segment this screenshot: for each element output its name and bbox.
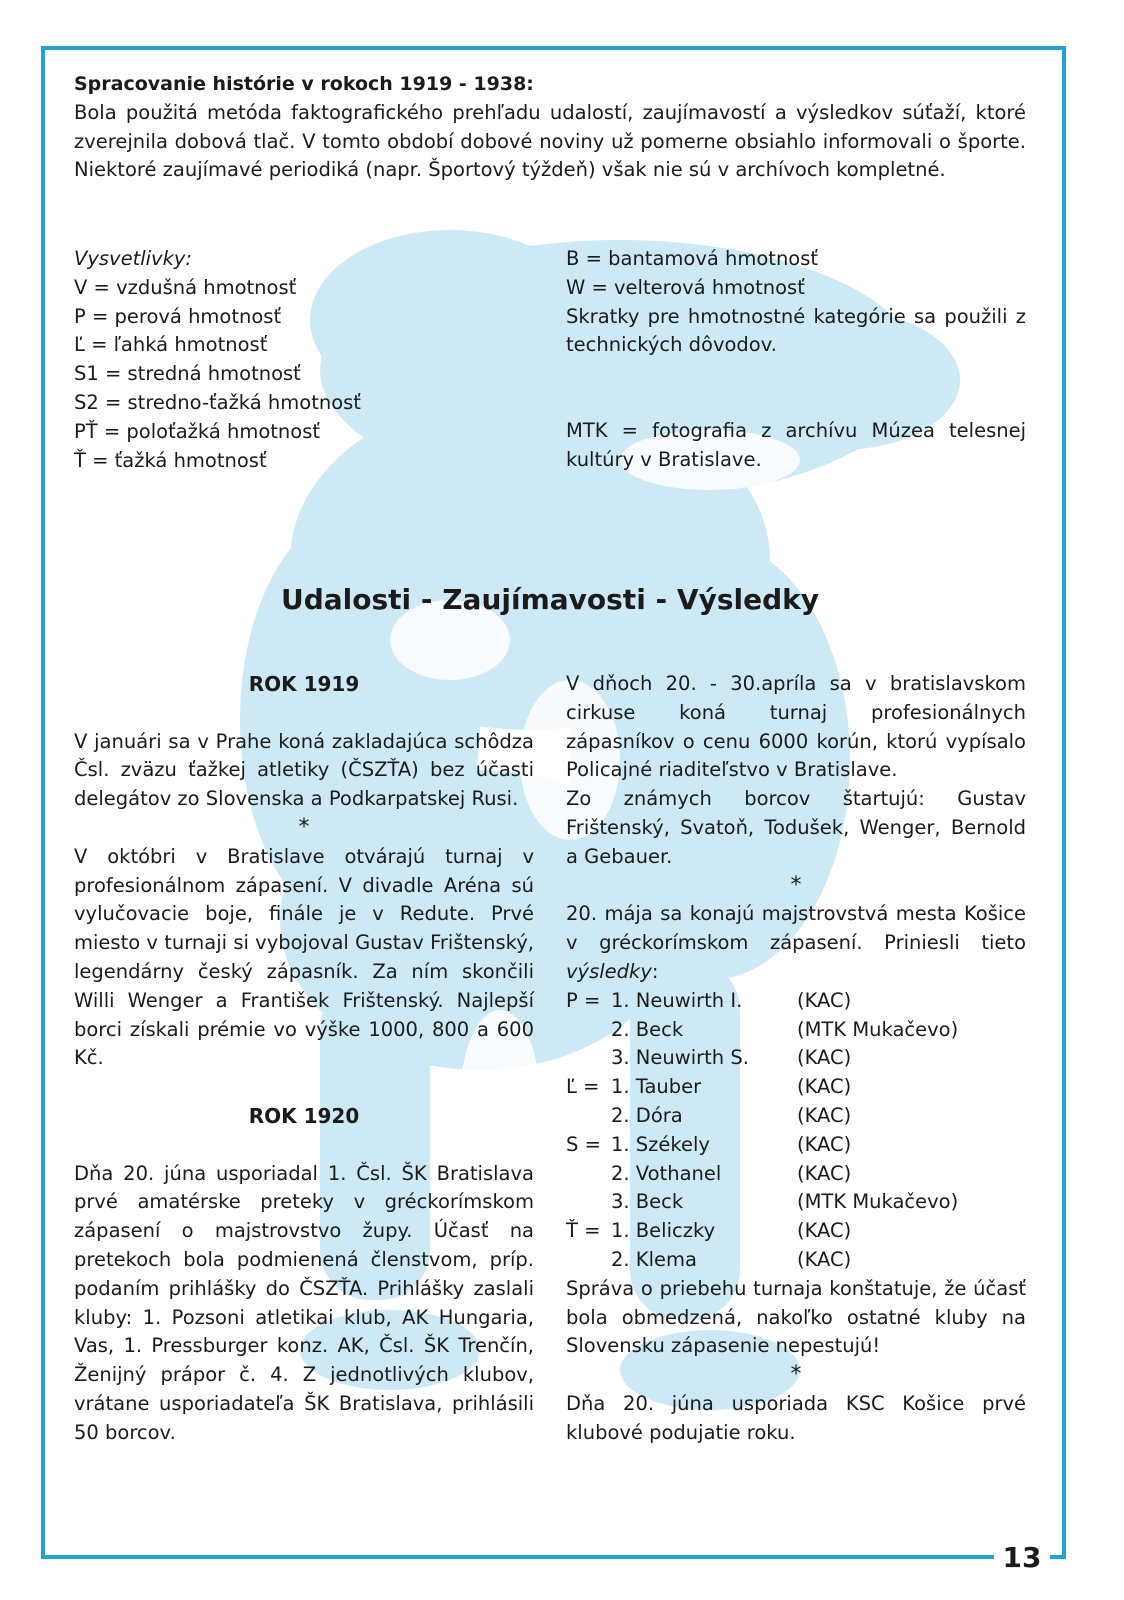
page-content	[74, 70, 1026, 1444]
kosice-text: 20. mája sa konajú majstrovstvá mesta Košice v gréckorímskom zápasení. Priniesli tieto	[566, 902, 1026, 955]
paragraph-ksc-kosice: Dňa 20. júna usporiada KSC Košice prvé klubové podujatie roku.	[566, 1391, 1026, 1444]
result-row	[566, 1073, 1026, 1102]
result-row	[566, 1217, 1026, 1246]
result-name: 2. Dóra	[611, 1103, 683, 1127]
result-row	[566, 1016, 1026, 1045]
legend-note: Skratky pre hmotnostné kategórie sa použili z technických dôvodov.	[566, 304, 1026, 357]
result-club: (KAC)	[797, 1161, 852, 1185]
result-category	[566, 1246, 611, 1275]
result-row	[566, 1044, 1026, 1073]
right-text-column	[566, 670, 1026, 1448]
result-row	[566, 1102, 1026, 1131]
separator-star: *	[298, 814, 310, 840]
year-heading-1919: ROK 1919	[248, 672, 360, 696]
kosice-results-word: výsledky	[566, 959, 652, 983]
legend-item: W = velterová hmotnosť	[566, 275, 805, 299]
result-name: 2. Klema	[611, 1247, 697, 1271]
result-name: 3. Beck	[611, 1190, 684, 1214]
paragraph-1920-june: Dňa 20. júna usporiadal 1. Čsl. ŠK Bratislava prvé amatérske preteky v gréckorímskom zápasení o majstrovstvo župy. Účasť na pretekoch bola podmienená členstvom, príp. podaním prihlášky do ČSZŤA. Prihlášky zaslali kluby: 1. Pozsoni atletikai klub, AK Hungaria, Vas, 1. Pressburger konz. AK, Čsl. ŠK Trenčín, Ženijný prápor č. 4. Z jednotlivých klubov, vrátane usporiadateľa ŠK Bratislava, prihlásili 50 borcov.	[74, 1161, 534, 1444]
result-row	[566, 1246, 1026, 1275]
result-name: 1. Székely	[611, 1132, 710, 1156]
result-category: P =	[566, 988, 601, 1012]
separator-star: *	[790, 1362, 802, 1388]
result-row	[566, 1188, 1026, 1217]
result-name: 2. Beck	[611, 1017, 684, 1041]
separator-star: *	[790, 872, 802, 898]
result-category	[566, 1102, 611, 1131]
result-category	[566, 1188, 611, 1217]
result-club: (KAC)	[797, 1219, 852, 1243]
legend-title: Vysvetlivky:	[74, 247, 192, 270]
legend-item: Ť = ťažká hmotnosť	[74, 448, 267, 472]
result-category	[566, 1160, 611, 1189]
legend-item: P = perová hmotnosť	[74, 304, 282, 328]
paragraph-1919-october: V októbri v Bratislave otvárajú turnaj v profesionálnom zápasení. V divadle Aréna sú vylučovacie boje, finále je v Redute. Prvé miesto v turnaji si vybojoval Gustav Frištenský, legendárny český zápasník. Za ním skončili Willi Wenger a František Frištenský. Najlepší borci získali prémie vo výške 1000, 800 a 600 Kč.	[74, 844, 534, 1070]
result-club: (KAC)	[797, 988, 852, 1012]
result-club: (KAC)	[797, 1075, 852, 1099]
result-name: 1. Tauber	[611, 1075, 702, 1099]
results-list	[566, 987, 1026, 1275]
intro-heading: Spracovanie histórie v rokoch 1919 - 1938:	[74, 73, 534, 95]
result-club: (MTK Mukačevo)	[797, 1017, 959, 1041]
kosice-colon: :	[651, 959, 659, 983]
result-name: 3. Neuwirth S.	[611, 1046, 749, 1070]
result-club: (KAC)	[797, 1103, 852, 1127]
result-club: (KAC)	[797, 1247, 852, 1271]
legend-item: PŤ = poloťažká hmotnosť	[74, 419, 321, 443]
legend-item: S2 = stredno-ťažká hmotnosť	[74, 390, 361, 414]
result-club: (KAC)	[797, 1046, 852, 1070]
intro-text: Bola použitá metóda faktografického prehľadu udalostí, zaujímavostí a výsledkov súťaží, ktoré zverejnila dobová tlač. V tomto období dobové noviny už pomerne obsiahlo informovali o športe. Niektoré zaujímavé periodiká (napr. Športový týždeň) však nie sú v archívoch kompletné.	[74, 100, 1026, 182]
legend-left-column	[74, 245, 534, 475]
section-title: Udalosti - Zaujímavosti - Výsledky	[280, 583, 819, 616]
result-name: 1. Beliczky	[611, 1219, 716, 1243]
result-name: 1. Neuwirth I.	[611, 988, 743, 1012]
page-number: 13	[994, 1538, 1050, 1578]
result-club: (KAC)	[797, 1132, 852, 1156]
result-row	[566, 1160, 1026, 1189]
result-category	[566, 1044, 611, 1073]
result-row	[566, 1131, 1026, 1160]
paragraph-known-wrestlers: Zo známych borcov štartujú: Gustav Frištenský, Svatoň, Todušek, Wenger, Bernold a Gebauer.	[566, 787, 1026, 868]
legend-item: S1 = stredná hmotnosť	[74, 362, 301, 386]
legend-item: V = vzdušná hmotnosť	[74, 275, 297, 299]
result-category: S =	[566, 1132, 601, 1156]
paragraph-kosice-championship	[566, 900, 1026, 986]
legend-right-column	[566, 245, 1026, 475]
paragraph-april-tournament: V dňoch 20. - 30.apríla sa v bratislavskom cirkuse koná turnaj profesionálnych zápasníkov o cenu 6000 korún, ktorú vypísalo Policajné riaditeľstvo v Bratislave.	[566, 672, 1026, 782]
paragraph-report: Správa o priebehu turnaja konštatuje, že účasť bola obmedzená, nakoľko ostatné kluby na Slovensku zápasenie nepestujú!	[566, 1276, 1026, 1358]
result-club: (MTK Mukačevo)	[797, 1190, 959, 1214]
left-text-column	[74, 670, 534, 1448]
paragraph-1919-january: V januári sa v Prahe koná zakladajúca schôdza Čsl. zväzu ťažkej atletiky (ČSZŤA) bez účasti delegátov zo Slovenska a Podkarpatskej Rusi.	[74, 729, 534, 811]
legend-item: B = bantamová hmotnosť	[566, 247, 819, 270]
year-heading-1920: ROK 1920	[248, 1103, 360, 1128]
result-category: Ľ =	[566, 1075, 600, 1099]
result-name: 2. Vothanel	[611, 1161, 722, 1185]
legend-item: Ľ = ľahká hmotnosť	[74, 333, 268, 357]
mtk-note: MTK = fotografia z archívu Múzea telesnej kultúry v Bratislave.	[566, 419, 1026, 471]
result-row	[566, 987, 1026, 1016]
result-category: Ť =	[566, 1219, 601, 1243]
result-category	[566, 1016, 611, 1045]
